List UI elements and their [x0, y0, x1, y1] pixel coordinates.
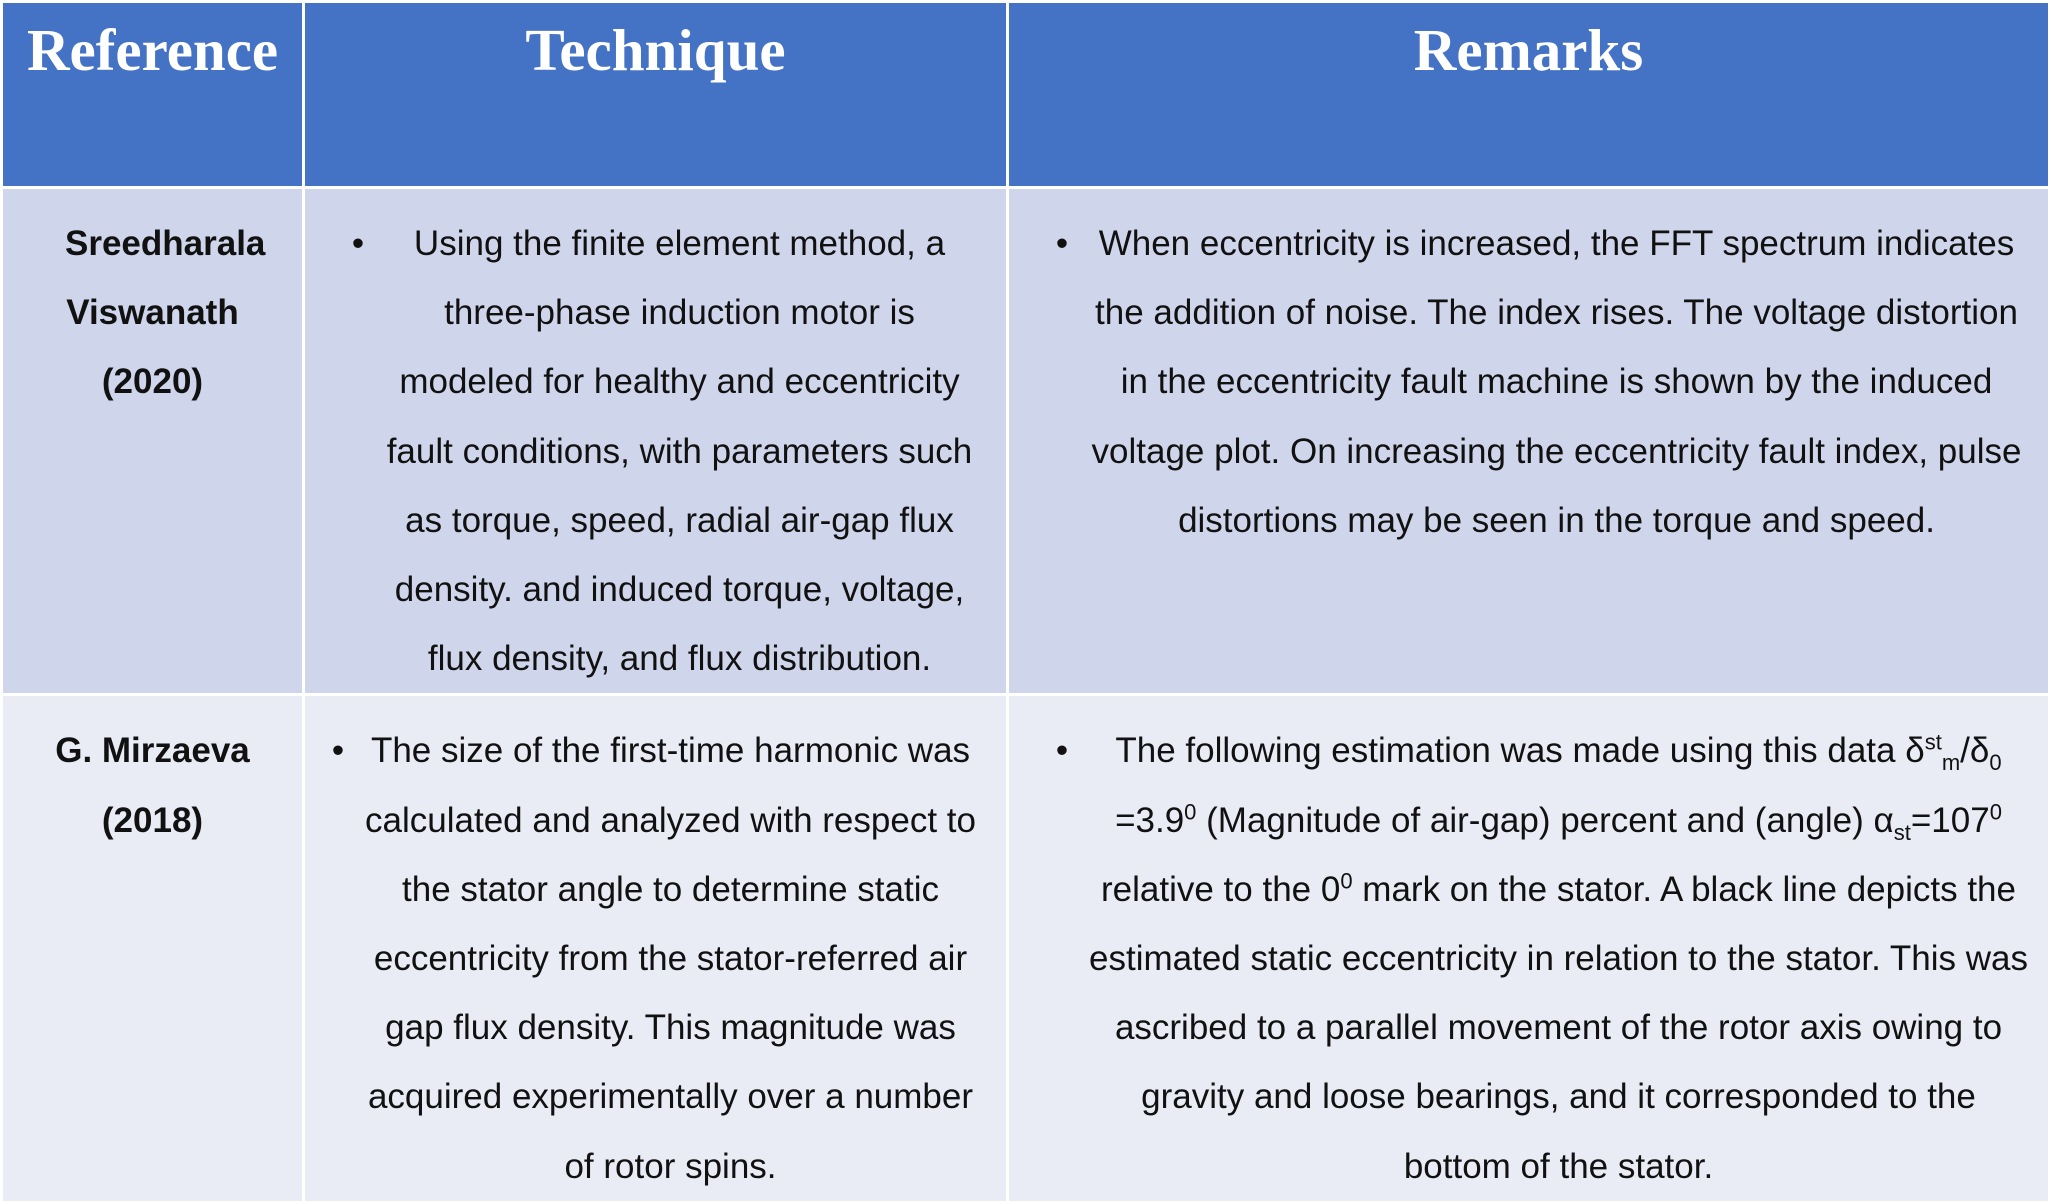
technique-cell	[304, 695, 1008, 1202]
bullet-icon: •	[331, 731, 345, 771]
table-header	[2, 2, 2050, 188]
reference-year: (2020)	[101, 362, 204, 402]
remarks-text: When eccentricity is increased, the FFT spectrum indicates the addition of noise. The index rises. The voltage distortion in the eccentricity fault machine is shown by the induced voltage plot. On increasing the eccentricity fault index, pulse distortions may be seen in the torque and speed.	[1091, 224, 2022, 540]
header-remarks: Remarks	[1008, 2, 2050, 188]
table-body	[2, 188, 2050, 1203]
technique-text: Using the finite element method, a three-phase induction motor is modeled for healthy and eccentricity fault conditions, with parameters such as torque, speed, radial air-gap flux density. and induced torque, voltage, flux density, and flux distribution.	[386, 224, 973, 679]
table-row	[2, 695, 2050, 1202]
reference-cell	[2, 695, 304, 1202]
header-technique: Technique	[304, 2, 1008, 188]
header-reference: Reference	[2, 2, 304, 188]
header-row	[2, 2, 2050, 188]
reference-year: (2018)	[101, 800, 204, 840]
technique-text: The size of the first-time harmonic was calculated and analyzed with respect to the stator angle to determine static eccentricity from the stator-referred air gap flux density. This magnitude was acquired experimentally over a number of rotor spins.	[365, 731, 976, 1186]
technique-cell	[304, 188, 1008, 695]
reference-cell	[2, 188, 304, 695]
remarks-text: The following estimation was made using this data $\delta^{st}_m/\delta_0 =3.9^0$ (Magnitude of air-gap) percent and (angle) $\alpha_{st}=107^0$ relative to the $0^0$ mark on the stator. A black line depicts the estimated static eccentricity in relation to the stator. This was ascribed to a parallel movement of the rotor axis owing to gravity and loose bearings, and it corresponded to the bottom of the stator.	[1089, 729, 2028, 1186]
remarks-cell	[1008, 695, 2050, 1202]
remarks-cell	[1008, 188, 2050, 695]
reference-name: G. Mirzaeva	[55, 731, 250, 771]
bullet-icon: •	[351, 224, 365, 263]
reference-name: Sreedharala Viswanath	[65, 224, 266, 333]
bullet-icon: •	[1055, 731, 1069, 771]
table-row	[2, 188, 2050, 695]
bullet-icon: •	[1055, 224, 1069, 263]
